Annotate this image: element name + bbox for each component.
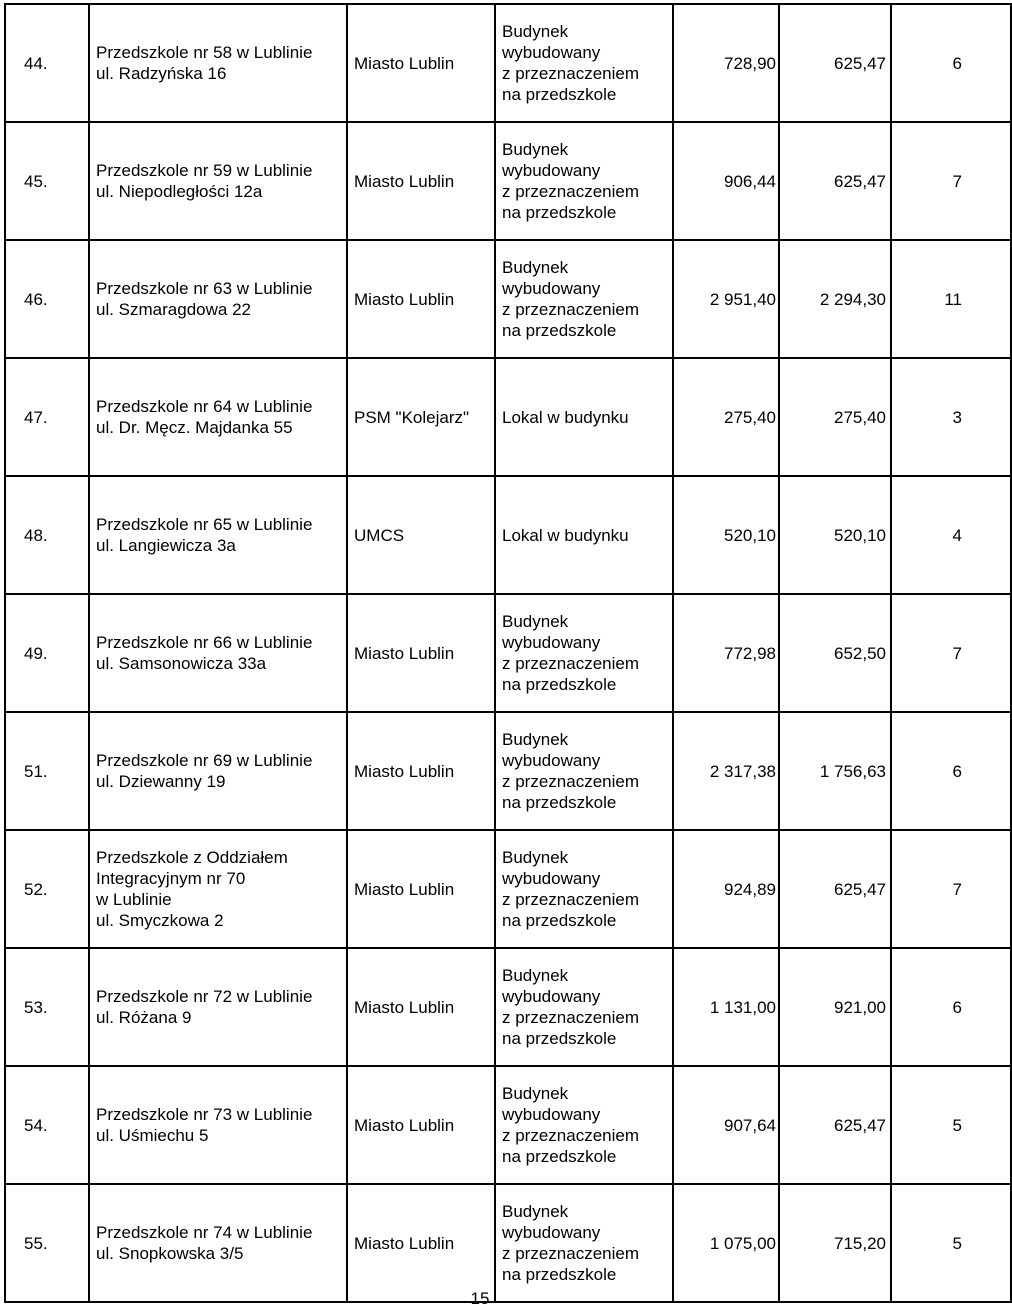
total-area-cell: 520,10 [673, 476, 779, 594]
institution-name-line: Przedszkole nr 74 w Lublinie [96, 1223, 313, 1242]
building-type-line: na przedszkole [502, 85, 617, 104]
building-type-line: z przeznaczeniem [502, 772, 640, 791]
institution-name-line: Przedszkole nr 69 w Lublinie [96, 751, 313, 770]
table-row [5, 122, 1011, 240]
owner-cell: Miasto Lublin [347, 4, 495, 122]
page-number: 15 [470, 1289, 490, 1308]
table-row [5, 594, 1011, 712]
table-row [5, 1066, 1011, 1184]
institution-cell [89, 712, 347, 830]
count-cell: 7 [891, 122, 1011, 240]
usable-area-cell: 625,47 [779, 830, 891, 948]
count-cell: 5 [891, 1184, 1011, 1302]
building-type-cell [495, 1184, 673, 1302]
row-number: 44. [5, 4, 89, 122]
total-area-cell: 2 317,38 [673, 712, 779, 830]
building-type-line: z przeznaczeniem [502, 1244, 640, 1263]
institution-name-line: ul. Radzyńska 16 [96, 64, 227, 83]
usable-area-cell: 625,47 [779, 122, 891, 240]
owner-cell: Miasto Lublin [347, 594, 495, 712]
owner-cell: Miasto Lublin [347, 1184, 495, 1302]
usable-area-cell: 625,47 [779, 4, 891, 122]
institution-name-line: Przedszkole nr 66 w Lublinie [96, 633, 313, 652]
building-type-cell [495, 948, 673, 1066]
building-type-line: wybudowany [502, 161, 601, 180]
building-type-cell [495, 4, 673, 122]
row-number: 51. [5, 712, 89, 830]
building-type-line: wybudowany [502, 43, 601, 62]
count-cell: 11 [891, 240, 1011, 358]
table-row [5, 240, 1011, 358]
building-type-cell [495, 1066, 673, 1184]
total-area-cell: 275,40 [673, 358, 779, 476]
table-row [5, 830, 1011, 948]
building-type-line: Lokal w budynku [502, 525, 629, 545]
building-type-line: Budynek [502, 140, 569, 159]
building-type-line: Lokal w budynku [502, 407, 629, 427]
institution-cell [89, 1066, 347, 1184]
count-cell: 6 [891, 4, 1011, 122]
building-type-line: z przeznaczeniem [502, 300, 640, 319]
institution-cell [89, 948, 347, 1066]
institution-name-line: Przedszkole z Oddziałem [96, 848, 288, 867]
institution-cell [89, 594, 347, 712]
building-type-line: Budynek [502, 848, 569, 867]
building-type-cell [495, 830, 673, 948]
owner-cell: Miasto Lublin [347, 948, 495, 1066]
building-type-cell [495, 594, 673, 712]
building-type-line: wybudowany [502, 633, 601, 652]
total-area-cell: 924,89 [673, 830, 779, 948]
institution-name-line: Przedszkole nr 63 w Lublinie [96, 279, 313, 298]
institution-name-line: Przedszkole nr 72 w Lublinie [96, 987, 313, 1006]
institution-name-line: ul. Smyczkowa 2 [96, 911, 224, 930]
usable-area-cell: 520,10 [779, 476, 891, 594]
table-body [5, 4, 1011, 1302]
building-type-line: na przedszkole [502, 321, 617, 340]
building-type-line: z przeznaczeniem [502, 890, 640, 909]
institution-name-line: ul. Dziewanny 19 [96, 772, 226, 791]
table-row [5, 4, 1011, 122]
building-type-line: z przeznaczeniem [502, 64, 640, 83]
building-type-line: na przedszkole [502, 203, 617, 222]
usable-area-cell: 715,20 [779, 1184, 891, 1302]
building-type-line: wybudowany [502, 1223, 601, 1242]
building-type-line: Budynek [502, 1084, 569, 1103]
owner-cell: Miasto Lublin [347, 830, 495, 948]
building-type-line: wybudowany [502, 1105, 601, 1124]
total-area-cell: 906,44 [673, 122, 779, 240]
usable-area-cell: 652,50 [779, 594, 891, 712]
building-type-line: Budynek [502, 1202, 569, 1221]
institution-cell [89, 476, 347, 594]
count-cell: 3 [891, 358, 1011, 476]
table-row [5, 1184, 1011, 1302]
building-type-line: na przedszkole [502, 1029, 617, 1048]
building-type-line: na przedszkole [502, 1147, 617, 1166]
institution-name-line: ul. Samsonowicza 33a [96, 654, 267, 673]
total-area-cell: 1 131,00 [673, 948, 779, 1066]
count-cell: 7 [891, 830, 1011, 948]
building-type-cell [495, 358, 673, 476]
institution-name-line: ul. Niepodległości 12a [96, 182, 263, 201]
building-type-cell [495, 240, 673, 358]
owner-cell: Miasto Lublin [347, 240, 495, 358]
building-type-cell [495, 712, 673, 830]
count-cell: 6 [891, 948, 1011, 1066]
building-type-line: wybudowany [502, 751, 601, 770]
row-number: 54. [5, 1066, 89, 1184]
building-type-line: wybudowany [502, 279, 601, 298]
building-type-line: wybudowany [502, 869, 601, 888]
count-cell: 6 [891, 712, 1011, 830]
building-type-cell [495, 476, 673, 594]
building-type-line: z przeznaczeniem [502, 1008, 640, 1027]
table-row [5, 476, 1011, 594]
owner-cell: UMCS [347, 476, 495, 594]
building-type-line: z przeznaczeniem [502, 182, 640, 201]
building-type-line: Budynek [502, 258, 569, 277]
institution-name-line: Przedszkole nr 58 w Lublinie [96, 43, 313, 62]
table-row [5, 712, 1011, 830]
row-number: 49. [5, 594, 89, 712]
owner-cell: Miasto Lublin [347, 712, 495, 830]
total-area-cell: 1 075,00 [673, 1184, 779, 1302]
row-number: 53. [5, 948, 89, 1066]
building-type-line: wybudowany [502, 987, 601, 1006]
total-area-cell: 2 951,40 [673, 240, 779, 358]
total-area-cell: 907,64 [673, 1066, 779, 1184]
total-area-cell: 728,90 [673, 4, 779, 122]
row-number: 46. [5, 240, 89, 358]
building-type-line: z przeznaczeniem [502, 654, 640, 673]
owner-cell: PSM "Kolejarz" [347, 358, 495, 476]
institution-cell [89, 122, 347, 240]
table-row [5, 358, 1011, 476]
total-area-cell: 772,98 [673, 594, 779, 712]
building-type-line: Budynek [502, 22, 569, 41]
usable-area-cell: 2 294,30 [779, 240, 891, 358]
building-type-line: Budynek [502, 966, 569, 985]
usable-area-cell: 1 756,63 [779, 712, 891, 830]
institution-name-line: ul. Langiewicza 3a [96, 536, 236, 555]
count-cell: 7 [891, 594, 1011, 712]
building-type-line: na przedszkole [502, 1265, 617, 1284]
building-type-cell [495, 122, 673, 240]
building-type-line: z przeznaczeniem [502, 1126, 640, 1145]
usable-area-cell: 921,00 [779, 948, 891, 1066]
institution-name-line: ul. Dr. Męcz. Majdanka 55 [96, 418, 293, 437]
row-number: 48. [5, 476, 89, 594]
institution-cell [89, 830, 347, 948]
row-number: 52. [5, 830, 89, 948]
row-number: 45. [5, 122, 89, 240]
institution-name-line: Przedszkole nr 73 w Lublinie [96, 1105, 313, 1124]
row-number: 55. [5, 1184, 89, 1302]
institution-name-line: Przedszkole nr 64 w Lublinie [96, 397, 313, 416]
usable-area-cell: 275,40 [779, 358, 891, 476]
building-type-line: na przedszkole [502, 793, 617, 812]
institution-cell [89, 4, 347, 122]
building-type-line: na przedszkole [502, 675, 617, 694]
institution-cell [89, 1184, 347, 1302]
institution-name-line: Przedszkole nr 59 w Lublinie [96, 161, 313, 180]
count-cell: 5 [891, 1066, 1011, 1184]
building-type-line: Budynek [502, 730, 569, 749]
kindergarten-table [4, 3, 1012, 1303]
institution-name-line: ul. Snopkowska 3/5 [96, 1244, 244, 1263]
count-cell: 4 [891, 476, 1011, 594]
institution-name-line: w Lublinie [96, 890, 172, 909]
institution-name-line: Integracyjnym nr 70 [96, 869, 246, 888]
owner-cell: Miasto Lublin [347, 122, 495, 240]
row-number: 47. [5, 358, 89, 476]
institution-name-line: ul. Szmaragdowa 22 [96, 300, 251, 319]
owner-cell: Miasto Lublin [347, 1066, 495, 1184]
institution-cell [89, 358, 347, 476]
building-type-line: Budynek [502, 612, 569, 631]
table-row [5, 948, 1011, 1066]
institution-name-line: Przedszkole nr 65 w Lublinie [96, 515, 313, 534]
institution-cell [89, 240, 347, 358]
usable-area-cell: 625,47 [779, 1066, 891, 1184]
institution-name-line: ul. Uśmiechu 5 [96, 1126, 209, 1145]
institution-name-line: ul. Różana 9 [96, 1008, 192, 1027]
building-type-line: na przedszkole [502, 911, 617, 930]
